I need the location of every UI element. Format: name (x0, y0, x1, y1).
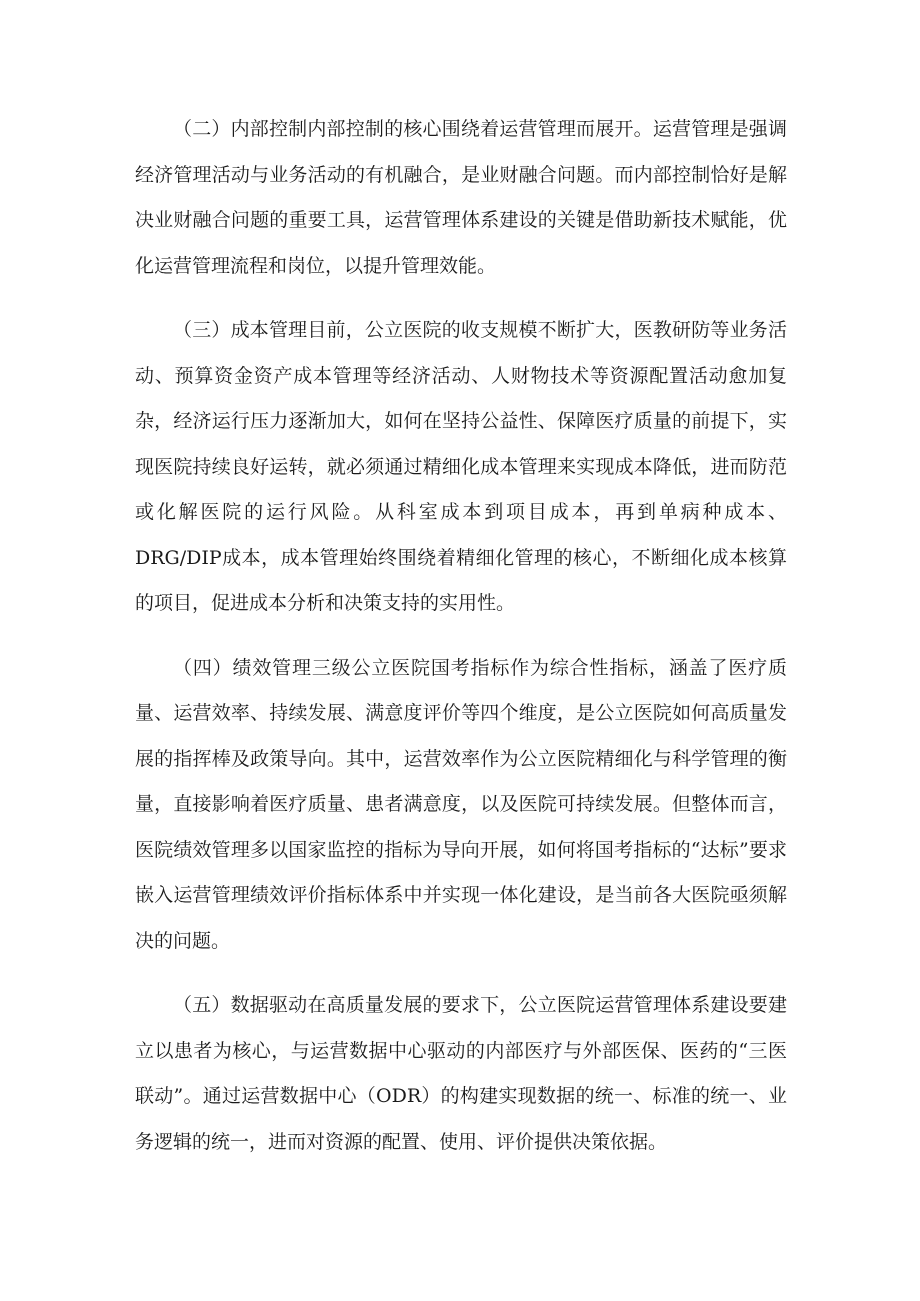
paragraph-data-driven: （五）数据驱动在高质量发展的要求下，公立医院运营管理体系建设要建立以患者为核心，与运营数据中心驱动的内部医疗与外部医保、医药的“三医联动”。通过运营数据中心（ODR）的构建实现数据的统一、标准的统一、业务逻辑的统一，进而对资源的配置、使用、评价提供决策依据。 (135, 994, 787, 1153)
paragraph-internal-control: （二）内部控制内部控制的核心围绕着运营管理而展开。运营管理是强调经济管理活动与业务活动的有机融合，是业财融合问题。而内部控制恰好是解决业财融合问题的重要工具，运营管理体系建设的关键是借助新技术赋能，优化运营管理流程和岗位，以提升管理效能。 (135, 118, 787, 277)
paragraph-cost-management: （三）成本管理目前，公立医院的收支规模不断扩大，医教研防等业务活动、预算资金资产成本管理等经济活动、人财物技术等资源配置活动愈加复杂，经济运行压力逐渐加大，如何在坚持公益性、保障医疗质量的前提下，实现医院持续良好运转，就必须通过精细化成本管理来实现成本降低，进而防范或化解医院的运行风险。从科室成本到项目成本，再到单病种成本、DRG/DIP成本，成本管理始终围绕着精细化管理的核心，不断细化成本核算的项目，促进成本分析和决策支持的实用性。 (135, 319, 787, 614)
document-body (135, 107, 787, 1165)
paragraph-performance-management: （四）绩效管理三级公立医院国考指标作为综合性指标，涵盖了医疗质量、运营效率、持续发展、满意度评价等四个维度，是公立医院如何高质量发展的指挥棒及政策导向。其中，运营效率作为公立医院精细化与科学管理的衡量，直接影响着医疗质量、患者满意度，以及医院可持续发展。但整体而言，医院绩效管理多以国家监控的指标为导向开展，如何将国考指标的“达标”要求嵌入运营管理绩效评价指标体系中并实现一体化建设，是当前各大医院亟须解决的问题。 (135, 656, 787, 952)
